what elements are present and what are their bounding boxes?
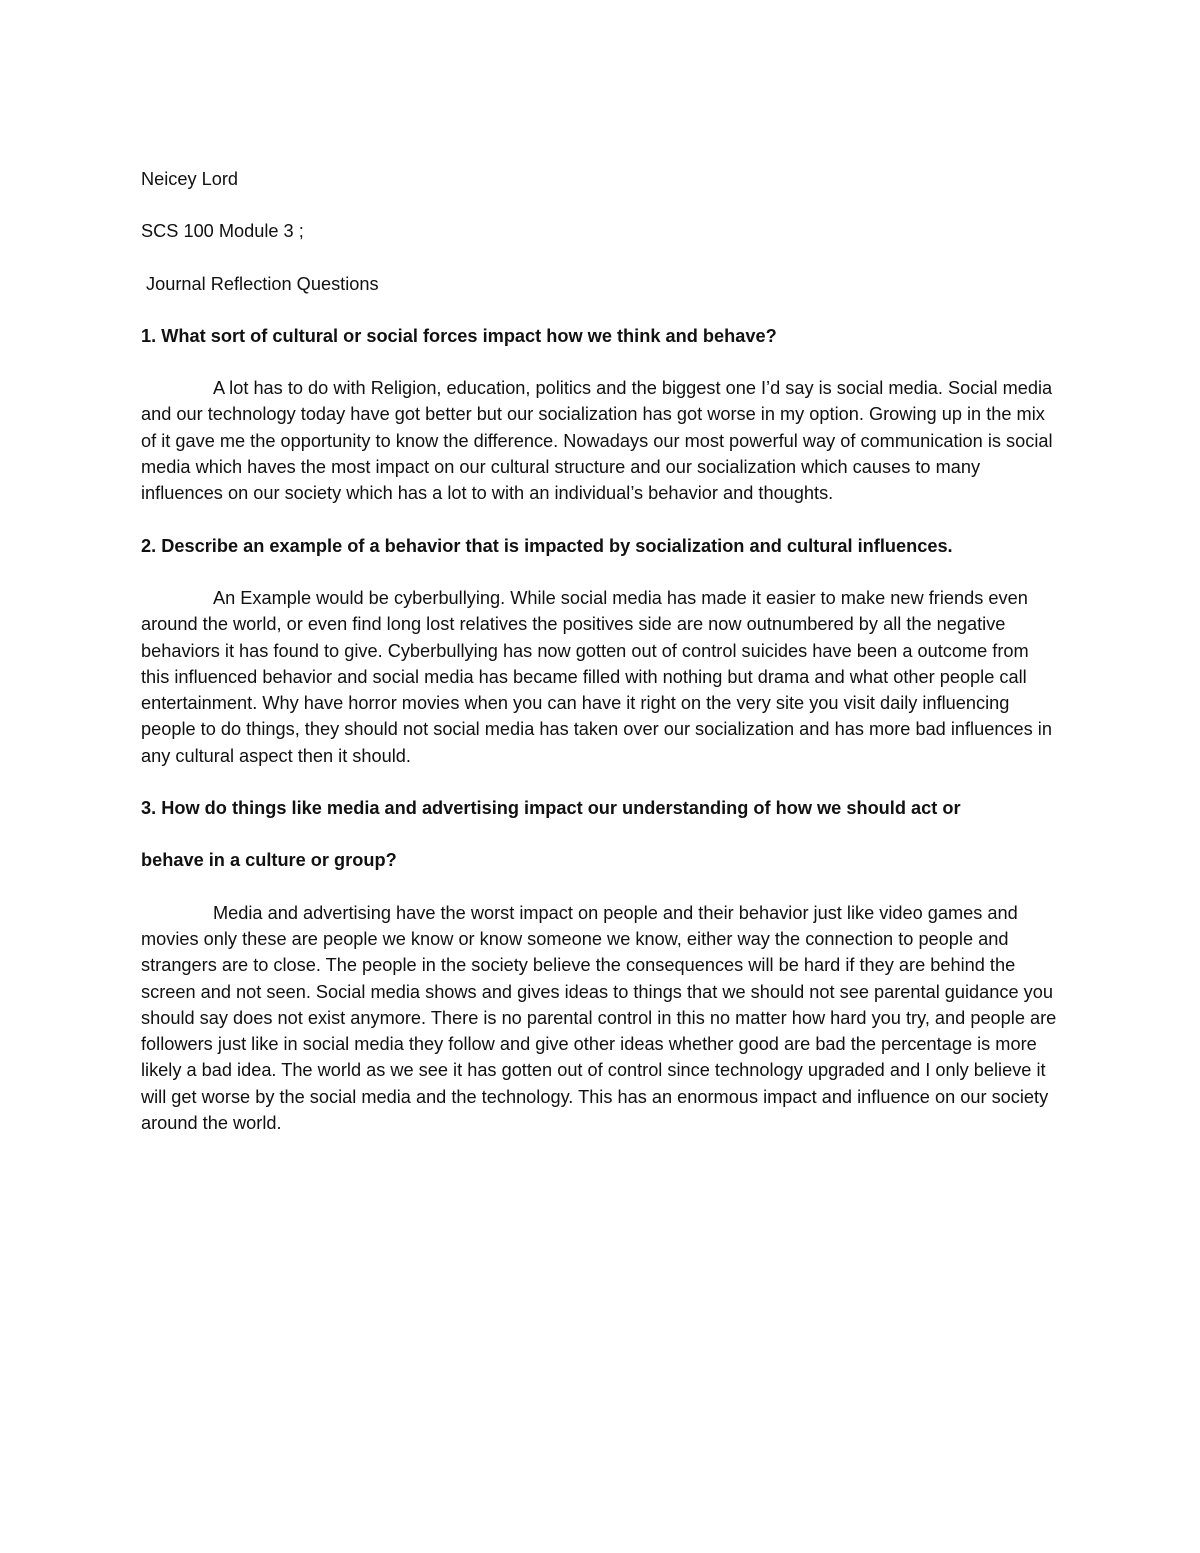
question-2: 2. Describe an example of a behavior that is impacted by socialization and cultural influences. — [141, 535, 953, 556]
answer-2: An Example would be cyberbullying. While social media has made it easier to make new friends even around the world, or even find long lost relatives the positives side are now outnumbered by all the negative behaviors it has found to give. Cyberbullying has now gotten out of control suicides have been a outcome from this influenced behavior and social media has became filled with nothing but drama and what other people call entertainment. Why have horror movies when you can have it right on the very site you visit daily influencing people to do things, they should not social media has taken over our socialization and has more bad influences in any cultural aspect then it should. — [141, 587, 1052, 766]
answer-3: Media and advertising have the worst impact on people and their behavior just like video games and movies only these are people we know or know someone we know, either way the connection to people and strangers are to close. The people in the society believe the consequences will be hard if they are behind the screen and not seen. Social media shows and gives ideas to things that we should not see parental guidance you should say does not exist anymore. There is no parental control in this no matter how hard you try, and people are followers just like in social media they follow and give other ideas whether good are bad the percentage is more likely a bad idea. The world as we see it has gotten out of control since technology upgraded and I only believe it will get worse by the social media and the technology. This has an enormous impact and influence on our society around the world. — [141, 902, 1057, 1134]
document-body — [141, 166, 1061, 1162]
assignment-title: Journal Reflection Questions — [141, 273, 379, 294]
question-3-line-2: behave in a culture or group? — [141, 850, 397, 871]
author-name: Neicey Lord — [141, 169, 239, 189]
question-1: 1. What sort of cultural or social forces impact how we think and behave? — [141, 325, 777, 346]
answer-1: A lot has to do with Religion, education, politics and the biggest one I’d say is social media. Social media and our technology today have got better but our socialization has got worse in my option. Growing up in the mix of it gave me the opportunity to know the difference. Nowadays our most powerful way of communication is social media which haves the most impact on our cultural structure and our socialization which causes to many influences on our society which has a lot to with an individual’s behavior and thoughts. — [141, 378, 1053, 504]
question-3-line-1: 3. How do things like media and advertising impact our understanding of how we should act or — [141, 798, 961, 819]
course-label: SCS 100 Module 3 ; — [141, 221, 304, 242]
